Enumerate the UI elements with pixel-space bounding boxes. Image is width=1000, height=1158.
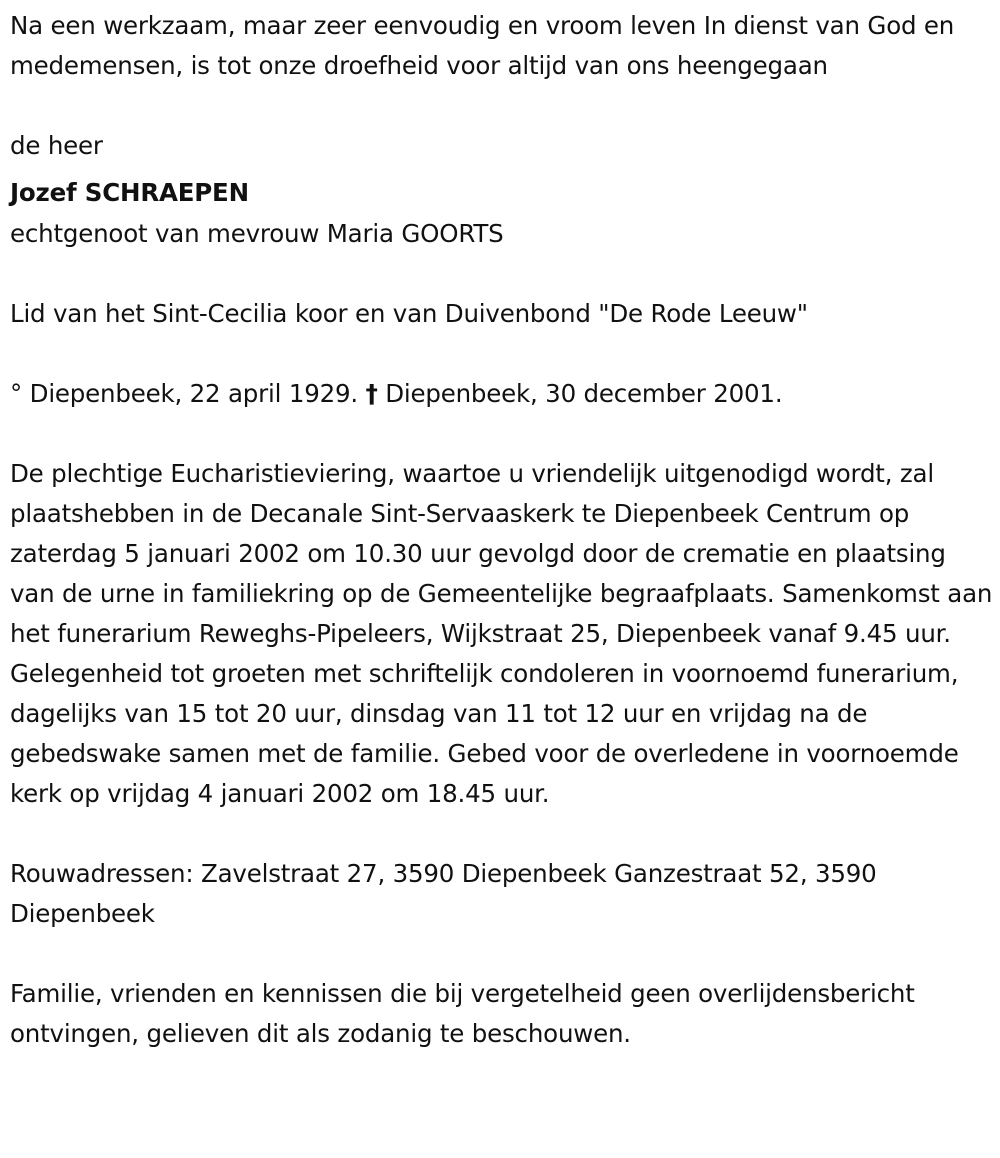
birth-symbol: ° [10, 379, 23, 408]
intro-paragraph: Na een werkzaam, maar zeer eenvoudig en vroom leven In dienst van God en medemensen, is tot onze droefheid voor altijd van ons heengegaan [10, 11, 955, 80]
closing-paragraph: Familie, vrienden en kennissen die bij vergetelheid geen overlijdensbericht ontvingen, gelieven dit als zodanig te beschouwen. [10, 979, 915, 1048]
title-prefix: de heer [10, 131, 103, 160]
birth-date: Diepenbeek, 22 april 1929. [29, 379, 358, 408]
addresses-paragraph: Rouwadressen: Zavelstraat 27, 3590 Diepenbeek Ganzestraat 52, 3590 Diepenbeek [10, 859, 877, 928]
death-date: Diepenbeek, 30 december 2001. [385, 379, 783, 408]
membership-line: Lid van het Sint-Cecilia koor en van Duivenbond "De Rode Leeuw" [10, 299, 808, 328]
dates-line [10, 374, 995, 414]
cross-icon: † [365, 379, 378, 408]
obituary-notice [10, 6, 995, 1054]
spouse-line: echtgenoot van mevrouw Maria GOORTS [10, 219, 504, 248]
ceremony-paragraph: De plechtige Eucharistieviering, waartoe u vriendelijk uitgenodigd wordt, zal plaatshebben in de Decanale Sint-Servaaskerk te Diepenbeek Centrum op zaterdag 5 januari 2002 om 10.30 uur gevolgd door de crematie en plaatsing van de urne in familiekring op de Gemeentelijke begraafplaats. Samenkomst aan het funerarium Reweghs-Pipeleers, Wijkstraat 25, Diepenbeek vanaf 9.45 uur. Gelegenheid tot groeten met schriftelijk condoleren in voornoemd funerarium, dagelijks van 15 tot 20 uur, dinsdag van 11 tot 12 uur en vrijdag na de gebedswake samen met de familie. Gebed voor de overledene in voornoemde kerk op vrijdag 4 januari 2002 om 18.45 uur. [10, 459, 993, 808]
deceased-name: Jozef SCHRAEPEN [10, 178, 249, 207]
